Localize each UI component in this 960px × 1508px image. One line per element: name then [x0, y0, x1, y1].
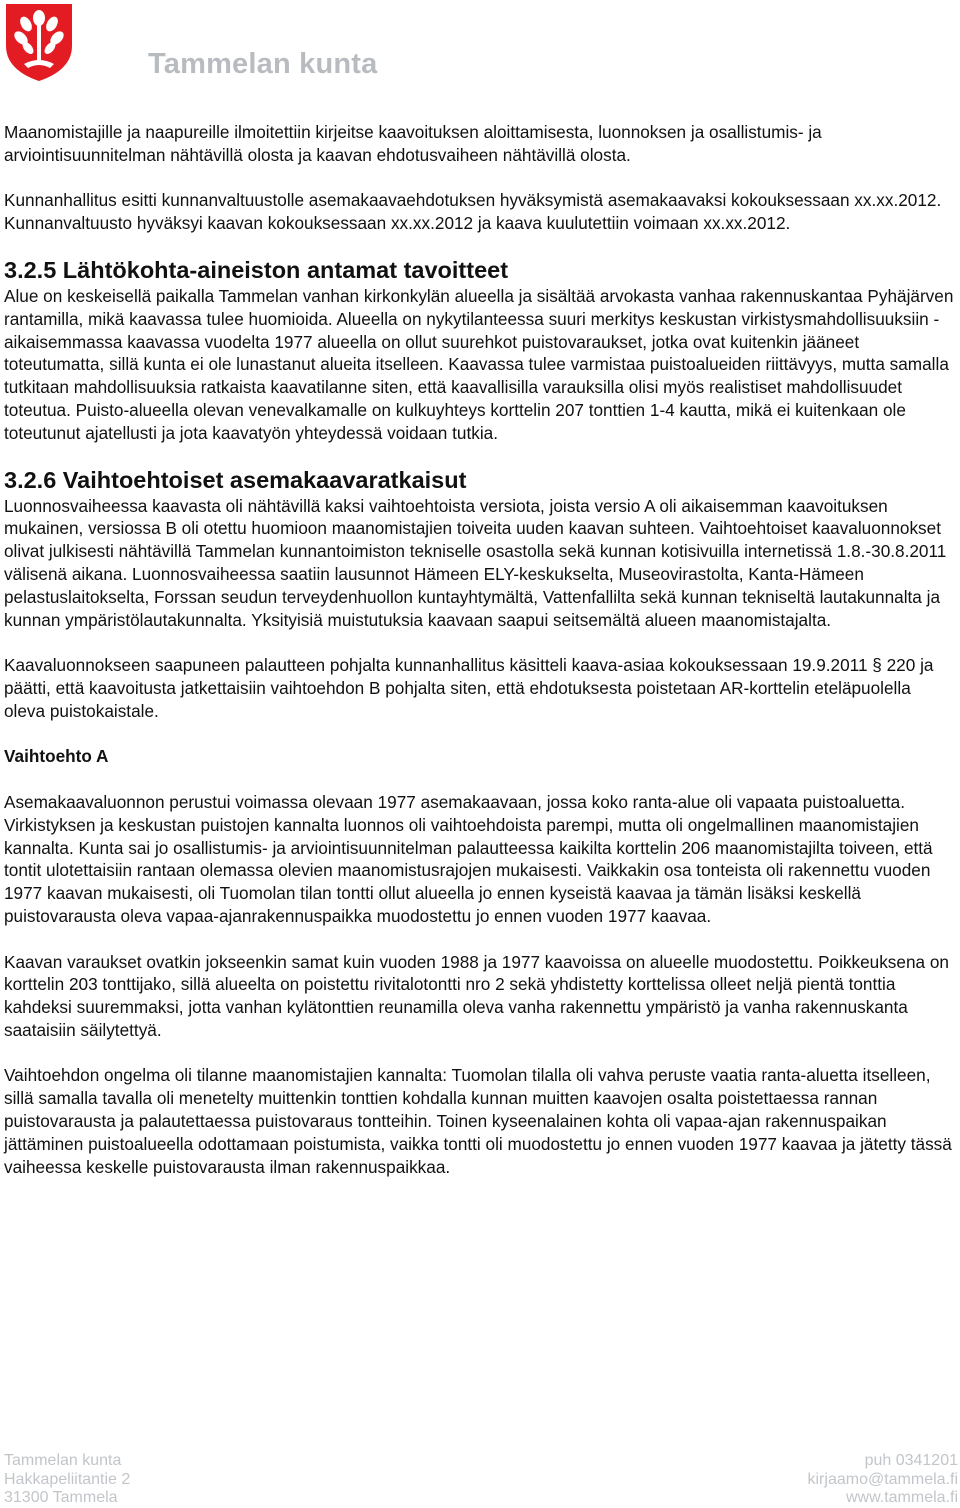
- footer-postal: 31300 Tammela: [4, 1489, 118, 1507]
- section-heading-326: 3.2.6 Vaihtoehtoiset asemakaavaratkaisut: [4, 466, 467, 493]
- org-title: Tammelan kunta: [148, 48, 378, 80]
- intro-paragraph: Maanomistajille ja naapureille ilmoitettiin kirjeitse kaavoituksen aloittamisesta, luonnoksen ja osallistumis- ja arviointisuunnitelman nähtävillä olosta ja kaavan ehdotusvaiheen nähtävillä olosta.: [4, 122, 822, 165]
- footer-address: [4, 1452, 130, 1508]
- approval-paragraph: Kunnanvaltuusto hyväksyi kaavan kokouksessaan xx.xx.2012 ja kaava kuulutettiin voimaan xx.xx.2012.: [4, 213, 791, 234]
- coat-of-arms-icon: [4, 2, 74, 82]
- council-paragraph: Kunnanhallitus esitti kunnanvaltuustolle asemakaavaehdotuksen hyväksymistä asemakaavaksi kokouksessaan xx.xx.2012.: [4, 190, 942, 211]
- footer-contact: [808, 1452, 959, 1508]
- footer-org-name: Tammelan kunta: [4, 1452, 122, 1469]
- option-a-heading: Vaihtoehto A: [4, 746, 109, 767]
- footer-street: Hakkapeliitantie 2: [4, 1470, 131, 1488]
- section-326-paragraph-1: Luonnosvaiheessa kaavasta oli nähtävillä kaksi vaihtoehtoista versiota, joista versio A oli aikaisemman kaavoituksen mukainen, versiossa B oli otettu huomioon maanomistajien toiveita uuden kaavan suhteen. Vaihtoehtoiset kaavaluonnokset olivat julkisesti nähtävillä Tammelan kunnantoimiston tekniselle osastolla sekä kunnan kotisivuilla internetissä 1.8.-30.8.2011 välisenä aikana. Luonnosvaiheessa saatiin lausunnot Hämeen ELY-keskukselta, Museovirastolta, Kanta-Hämeen pelastuslaitokselta, Forssan seudun terveydenhuollon kuntayhtymältä, Vattenfallilta sekä kunnan tekniseltä lautakunnalta ja kunnan ympäristölautakunnalta. Yksityisiä muistutuksia kaavaan saapui seitsemältä alueen maanomistajalta.: [4, 495, 947, 630]
- section-325-body: Alue on keskeisellä paikalla Tammelan vanhan kirkonkylän alueella ja sisältää arvokasta vanhaa rakennuskantaa Pyhäjärven rantamilla, mikä kaavassa tulee huomioida. Alueella on nykytilanteessa suuri merkitys keskustan virkistysmahdollisuuksiin - aikaisemmassa kaavassa vuodelta 1977 alueella on ollut suurehkot puistovaraukset, jotka ovat kuitenkin jääneet toteutumatta, sillä kunta ei ole lunastanut alueita itselleen. Kaavassa tulee varmistaa puistoalueiden riittävyys, mutta samalla tutkitaan mahdollisuuksia ratkaista kaavatilanne siten, että kaavallisilla varauksilla olisi myös realistiset mahdollisuudet toteutua. Puisto-alueella olevan venevalkamalle on kulkuyhteys korttelin 207 tonttien 1-4 kautta, mikä ei kuitenkaan ole toteutunut ajatellusti ja jota kaavatyön yhteydessä voidaan tutkia.: [4, 285, 954, 443]
- footer-phone: puh 0341201: [864, 1452, 958, 1469]
- document-body: [4, 121, 956, 1178]
- option-a-paragraph-3: Vaihtoehdon ongelma oli tilanne maanomistajien kannalta: Tuomolan tilalla oli vahva peruste vaatia ranta-aluetta itselleen, sillä samalla tavalla oli menetelty muittenkin tonttien kohdalla kunnan muitten kaavojen osalta poistettaessa rannan puistovarausta ja palautettaessa puistovaraus tontteihin. Toinen kyseenalainen kohta oli vapaa-ajan rakennuspaikan jättäminen puistoalueella odottamaan poistumista, vaikka tontti oli muodostettu jo ennen vuoden 1977 kaavaa ja jätetty tässä vaiheessa keskelle puistovarausta ilman rakennuspaikkaa.: [4, 1065, 952, 1177]
- option-a-paragraph-2: Kaavan varaukset ovatkin jokseenkin samat kuin vuoden 1988 ja 1977 kaavoissa on alueelle muodostettu. Poikkeuksena on korttelin 203 tonttijako, sillä alueelta on poistettu rivitalotontti nro 2 sekä yhdistetty korttelissa olleet neljä pientä tonttia kahdeksi suuremmaksi, jotta vanhan kylätonttien reunamilla oleva vanha rakennettu ympäristö ja vanha rakennuskanta saataisiin säilytettyä.: [4, 951, 949, 1040]
- option-a-paragraph-1: Asemakaavaluonnon perustui voimassa olevaan 1977 asemakaavaan, jossa koko ranta-alue oli vapaata puistoaluetta. Virkistyksen ja keskustan puistojen kannalta luonnos oli vaihtoehdoista parempi, mutta oli ongelmallinen maanomistajien kannalta. Kunta sai jo osallistumis- ja arviointisuunnitelman palautteessa kaikilta korttelin 206 maanomistajilta toiveen, että tontit ulotettaisiin rantaan olemassa olevien maanomistusrajojen mukaisesti. Vaikkakin osa tonteista oli rakennettu vuoden 1977 kaavan mukaisesti, oli Tuomolan tilan tontti ollut alueella jo ennen kyseistä kaavaa ja tämän lisäksi keskellä puistovarausta oleva vapaa-ajanrakennuspaikka muodostettu jo ennen vuoden 1977 kaavaa.: [4, 791, 933, 926]
- section-326-paragraph-2: Kaavaluonnokseen saapuneen palautteen pohjalta kunnanhallitus käsitteli kaava-asiaa kokouksessaan 19.9.2011 § 220 ja päätti, että kaavoitusta jatkettaisiin vaihtoehdon B pohjalta siten, että ehdotuksesta poistetaan AR-korttelin eteläpuolella oleva puistokaistale.: [4, 655, 934, 721]
- section-heading-325: 3.2.5 Lähtökohta-aineiston antamat tavoitteet: [4, 256, 509, 283]
- footer-website[interactable]: www.tammela.fi: [845, 1489, 958, 1507]
- footer-email[interactable]: kirjaamo@tammela.fi: [807, 1470, 958, 1488]
